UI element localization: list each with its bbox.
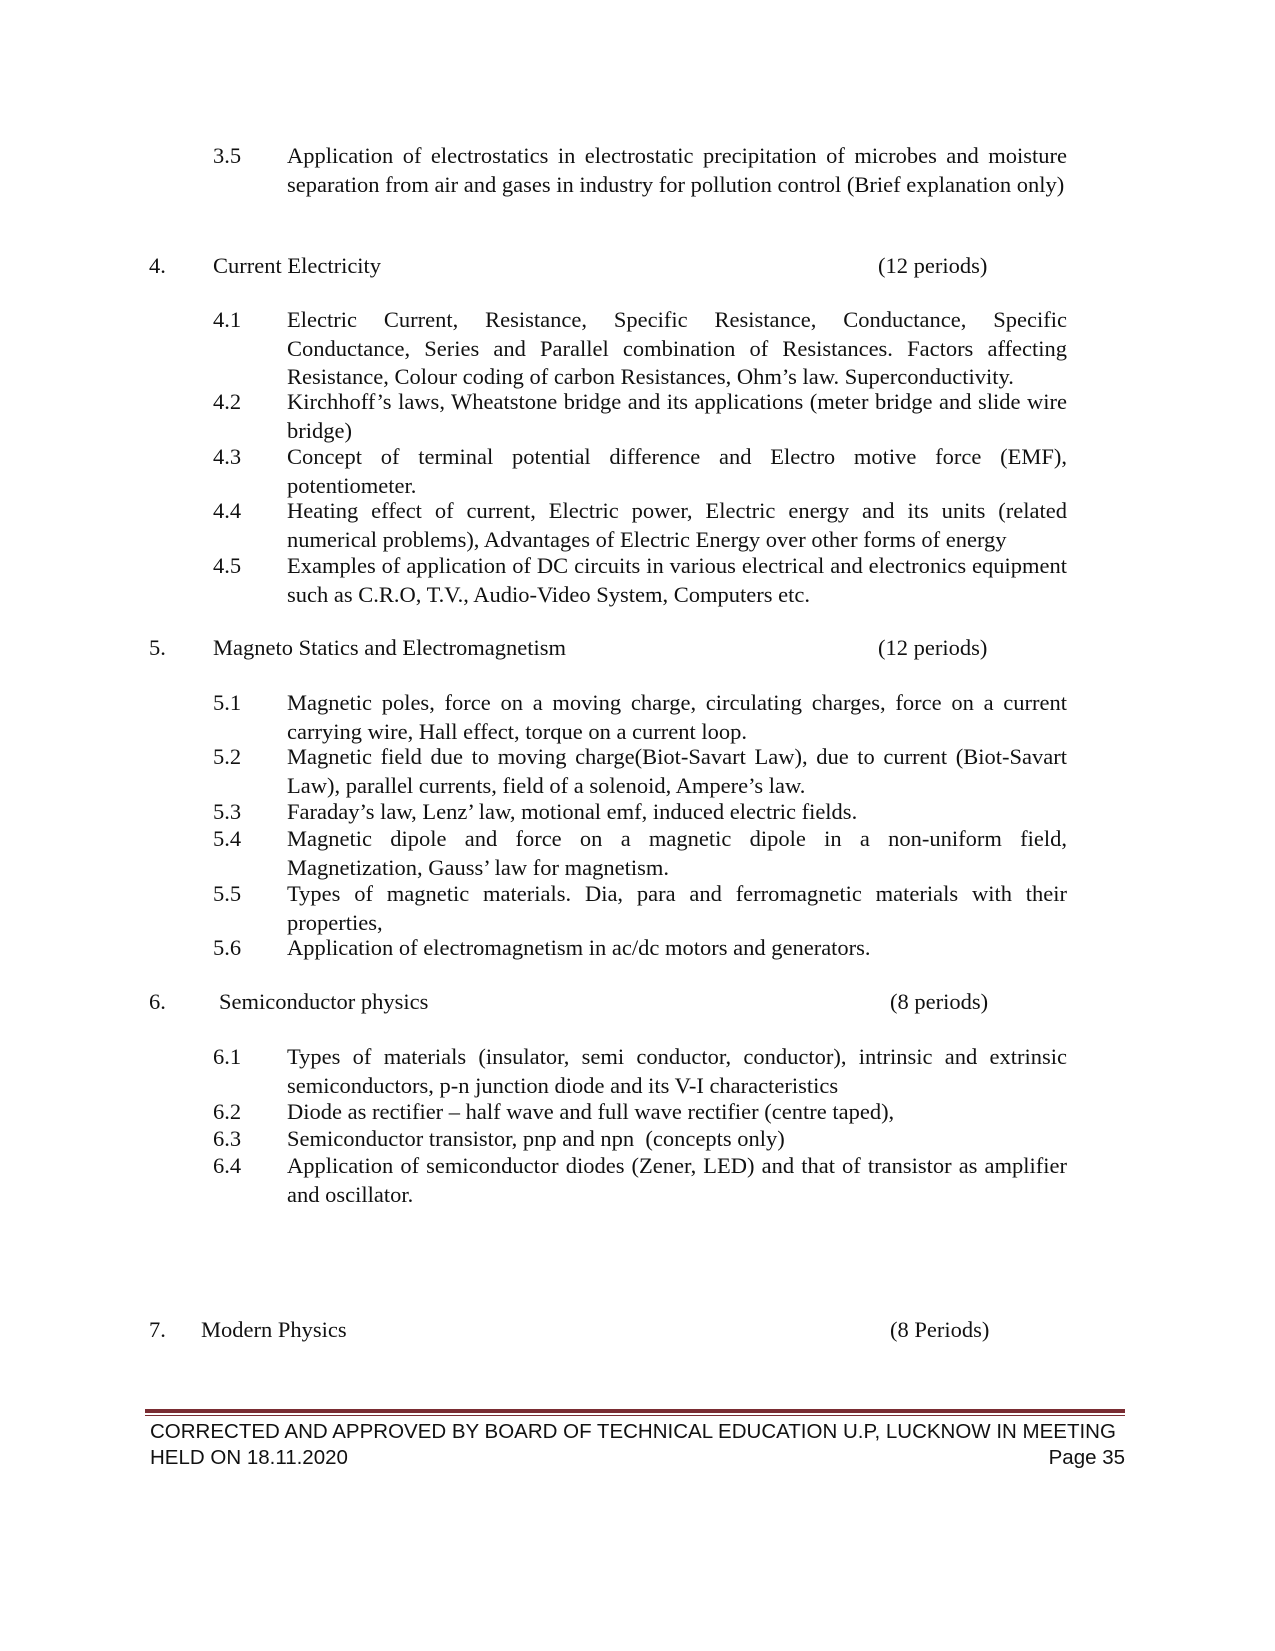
section-heading-5 (149, 634, 1049, 664)
item-text: Semiconductor transistor, pnp and npn (concepts only) (287, 1126, 785, 1151)
list-item (213, 388, 1073, 444)
section-title: Semiconductor physics (219, 989, 429, 1014)
item-text: Application of electrostatics in electrostatic precipitation of microbes and moisture separation from air and gases in industry for pollution control (Brief explanation only) (287, 143, 1067, 197)
item-number: 5.1 (213, 690, 242, 715)
item-text: Types of magnetic materials. Dia, para and ferromagnetic materials with their properties, (287, 881, 1067, 935)
item-number: 4.3 (213, 444, 242, 469)
item-text: Heating effect of current, Electric power, Electric energy and its units (related numerical problems), Advantages of Electric Energy over other forms of energy (287, 498, 1067, 552)
list-item (213, 1125, 1073, 1153)
list-item (213, 934, 1073, 962)
item-number: 4.1 (213, 307, 242, 332)
list-item (213, 552, 1073, 608)
section-title: Current Electricity (213, 253, 382, 278)
list-item (213, 825, 1073, 881)
section-number: 5. (149, 635, 166, 660)
item-number: 4.5 (213, 553, 242, 578)
section-heading-6 (149, 988, 1049, 1018)
list-item (213, 743, 1073, 799)
item-text: Application of electromagnetism in ac/dc motors and generators. (287, 935, 871, 960)
section-heading-4 (149, 252, 1049, 282)
item-text: Faraday’s law, Lenz’ law, motional emf, induced electric fields. (287, 799, 858, 824)
list-item (213, 142, 1073, 232)
item-number: 6.1 (213, 1044, 242, 1069)
list-item (213, 497, 1073, 553)
footer-approval-text: CORRECTED AND APPROVED BY BOARD OF TECHNICAL EDUCATION U.P, LUCKNOW IN MEETING (150, 1420, 1116, 1443)
item-number: 6.2 (213, 1099, 242, 1124)
section-number: 6. (149, 989, 166, 1014)
item-text: Application of semiconductor diodes (Zener, LED) and that of transistor as amplifier and oscillator. (287, 1153, 1067, 1207)
footer-line-2 (150, 1445, 1125, 1471)
section-periods: (12 periods) (878, 253, 988, 278)
section-number: 7. (149, 1317, 166, 1342)
section-periods: (8 periods) (890, 989, 989, 1014)
section-title: Magneto Statics and Electromagnetism (213, 635, 567, 660)
section-number: 4. (149, 253, 166, 278)
list-item (213, 443, 1073, 499)
page-number: Page 35 (1048, 1446, 1125, 1469)
item-number: 5.2 (213, 744, 242, 769)
item-number: 5.3 (213, 799, 242, 824)
item-text: Kirchhoff’s laws, Wheatstone bridge and its applications (meter bridge and slide wire bridge) (287, 389, 1067, 443)
list-item (213, 1043, 1073, 1099)
footer-divider-thick (145, 1409, 1125, 1413)
list-item (213, 306, 1073, 392)
footer-meeting-date: HELD ON 18.11.2020 (150, 1446, 348, 1469)
section-periods: (12 periods) (878, 635, 988, 660)
item-number: 4.4 (213, 498, 242, 523)
item-text: Magnetic dipole and force on a magnetic dipole in a non-uniform field, Magnetization, Gauss’ law for magnetism. (287, 826, 1067, 880)
item-text: Concept of terminal potential difference and Electro motive force (EMF), potentiometer. (287, 444, 1067, 498)
item-number: 5.5 (213, 881, 242, 906)
list-item (213, 689, 1073, 745)
item-text: Examples of application of DC circuits in various electrical and electronics equipment such as C.R.O, T.V., Audio-Video System, Computers etc. (287, 553, 1067, 607)
item-number: 5.6 (213, 935, 242, 960)
item-text: Types of materials (insulator, semi conductor, conductor), intrinsic and extrinsic semiconductors, p-n junction diode and its V-I characteristics (287, 1044, 1067, 1098)
list-item (213, 880, 1073, 936)
item-number: 3.5 (213, 143, 242, 168)
list-item (213, 1098, 1073, 1126)
section-title: Modern Physics (201, 1317, 347, 1342)
footer-divider-thin (145, 1415, 1125, 1416)
list-item (213, 1152, 1073, 1208)
list-item (213, 798, 1073, 826)
item-number: 4.2 (213, 389, 242, 414)
item-number: 5.4 (213, 826, 242, 851)
item-text: Diode as rectifier – half wave and full wave rectifier (centre taped), (287, 1099, 895, 1124)
section-periods: (8 Periods) (890, 1317, 990, 1342)
section-heading-7 (149, 1316, 1049, 1346)
item-text: Magnetic field due to moving charge(Biot-Savart Law), due to current (Biot-Savart Law), parallel currents, field of a solenoid, Ampere’s law. (287, 744, 1067, 798)
item-text: Magnetic poles, force on a moving charge, circulating charges, force on a current carrying wire, Hall effect, torque on a current loop. (287, 690, 1067, 744)
item-text: Electric Current, Resistance, Specific Resistance, Conductance, Specific Conductance, Series and Parallel combination of Resistances. Factors affecting Resistance, Colour coding of carbon Resistances, Ohm’s law. Superconductivity. (287, 307, 1067, 389)
item-number: 6.4 (213, 1153, 242, 1178)
item-number: 6.3 (213, 1126, 242, 1151)
